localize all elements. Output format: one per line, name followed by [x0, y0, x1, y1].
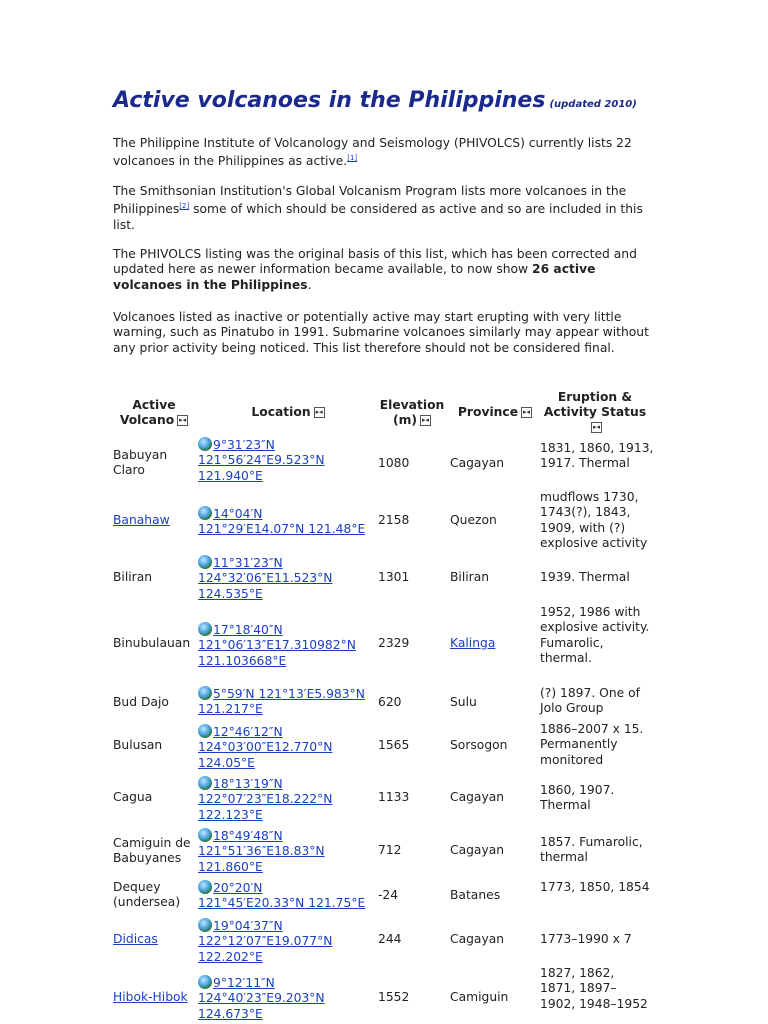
intro-paragraph: The Philippine Institute of Volcanology and Seismology (PHIVOLCS) currently lists 22 volcanoes in the Philippines as active.[1]: [113, 136, 632, 169]
province-cell: Cagayan: [450, 932, 505, 946]
province-cell: Cagayan: [450, 790, 505, 804]
globe-icon[interactable]: [198, 437, 212, 451]
globe-icon[interactable]: [198, 622, 212, 636]
volcano-name: Camiguin de Babuyanes: [113, 836, 191, 866]
location-cell[interactable]: 11°31′23″N 124°32′06″E11.523°N 124.535°E: [198, 556, 333, 601]
province-cell: Quezon: [450, 513, 497, 527]
elevation-cell: -24: [378, 888, 399, 902]
globe-icon[interactable]: [198, 918, 212, 932]
province-cell: Biliran: [450, 570, 490, 584]
volcano-name: Dequey (undersea): [113, 880, 181, 910]
reference-link-1[interactable]: [1]: [347, 154, 358, 163]
header-location[interactable]: Location ▸◂: [251, 405, 323, 419]
volcano-name: Cagua: [113, 790, 153, 804]
reference-link-2[interactable]: [2]: [179, 202, 190, 211]
elevation-cell: 1080: [378, 456, 410, 470]
title-updated-note: (updated 2010): [549, 99, 637, 110]
warning-paragraph: Volcanoes listed as inactive or potentially active may start erupting with very little warning, such as Pinatubo in 1991. Submarine volcanoes similarly may appear without any prior activity being noticed. This list therefore should not be considered final.: [113, 310, 649, 355]
volcano-name: Babuyan Claro: [113, 448, 168, 478]
status-cell: (?) 1897. One of Jolo Group: [540, 686, 640, 716]
location-cell[interactable]: 12°46′12″N 124°03′00″E12.770°N 124.05°E: [198, 725, 333, 770]
header-elevation[interactable]: Elevation (m) ▸◂: [379, 398, 445, 427]
status-cell: 1773, 1850, 1854: [540, 880, 650, 894]
province-cell: Batanes: [450, 888, 501, 902]
elevation-cell: 1552: [378, 990, 410, 1004]
location-cell[interactable]: 5°59′N 121°13′E5.983°N 121.217°E: [198, 687, 365, 717]
sort-icon[interactable]: ▸◂: [179, 416, 187, 424]
phivolcs-paragraph: The PHIVOLCS listing was the original basis of this list, which has been corrected and updated here as newer information became available, to now show 26 active volcanoes in the Philippines.: [113, 247, 637, 292]
location-cell[interactable]: 18°13′19″N 122°07′23″E18.222°N 122.123°E: [198, 777, 333, 822]
location-cell[interactable]: 19°04′37″N 122°12′07″E19.077°N 122.202°E: [198, 919, 333, 964]
location-cell[interactable]: 20°20′N 121°45′E20.33°N 121.75°E: [198, 881, 366, 911]
province-cell: Sorsogon: [450, 738, 508, 752]
status-cell: 1952, 1986 with explosive activity. Fumarolic, thermal.: [540, 605, 650, 665]
globe-icon[interactable]: [198, 686, 212, 700]
volcano-name: Biliran: [113, 570, 153, 584]
globe-icon[interactable]: [198, 828, 212, 842]
location-cell[interactable]: 18°49′48″N 121°51′36″E18.83°N 121.860°E: [198, 829, 325, 874]
location-cell[interactable]: 14°04′N 121°29′E14.07°N 121.48°E: [198, 507, 366, 537]
province-link[interactable]: Kalinga: [450, 636, 496, 650]
volcano-name: Binubulauan: [113, 636, 191, 650]
status-cell: 1860, 1907. Thermal: [540, 783, 615, 813]
elevation-cell: 1133: [378, 790, 410, 804]
globe-icon[interactable]: [198, 724, 212, 738]
globe-icon[interactable]: [198, 975, 212, 989]
status-cell: 1831, 1860, 1913, 1917. Thermal: [540, 441, 654, 471]
globe-icon[interactable]: [198, 555, 212, 569]
volcano-name: Bulusan: [113, 738, 163, 752]
province-cell: Camiguin: [450, 990, 509, 1004]
elevation-cell: 2158: [378, 513, 410, 527]
status-cell: 1857. Fumarolic, thermal: [540, 835, 643, 865]
status-cell: 1939. Thermal: [540, 570, 630, 584]
globe-icon[interactable]: [198, 506, 212, 520]
elevation-cell: 1565: [378, 738, 410, 752]
status-cell: 1886–2007 x 15. Permanently monitored: [540, 722, 644, 767]
page-title: Active volcanoes in the Philippines (updated 2010): [113, 88, 637, 113]
sort-icon[interactable]: ▸◂: [523, 408, 531, 416]
elevation-cell: 2329: [378, 636, 410, 650]
volcano-name: Bud Dajo: [113, 695, 169, 709]
elevation-cell: 1301: [378, 570, 410, 584]
elevation-cell: 712: [378, 843, 402, 857]
globe-icon[interactable]: [198, 880, 212, 894]
sort-icon[interactable]: ▸◂: [592, 423, 601, 431]
sort-icon[interactable]: ▸◂: [315, 408, 323, 416]
header-status[interactable]: Eruption & Activity Status▸◂: [543, 390, 647, 431]
status-cell: 1827, 1862, 1871, 1897–1902, 1948–1952: [540, 966, 648, 1011]
elevation-cell: 244: [378, 932, 402, 946]
volcano-link[interactable]: Hibok-Hibok: [113, 990, 188, 1004]
sort-icon[interactable]: ▸◂: [422, 416, 430, 424]
volcano-link[interactable]: Didicas: [113, 932, 158, 946]
elevation-cell: 620: [378, 695, 402, 709]
globe-icon[interactable]: [198, 776, 212, 790]
status-cell: mudflows 1730, 1743(?), 1843, 1909, with (?) explosive activity: [540, 490, 648, 550]
province-cell: Cagayan: [450, 456, 505, 470]
header-province[interactable]: Province ▸◂: [457, 405, 531, 419]
province-cell: Cagayan: [450, 843, 505, 857]
header-active-volcano[interactable]: Active Volcano ▸◂: [119, 398, 187, 427]
volcano-link[interactable]: Banahaw: [113, 513, 170, 527]
smithsonian-paragraph: The Smithsonian Institution's Global Volcanism Program lists more volcanoes in the Philippines[2] some of which should be considered as active and so are included in this list.: [113, 184, 643, 232]
location-cell[interactable]: 9°12′11″N 124°40′23″E9.203°N 124.673°E: [198, 976, 325, 1021]
location-cell[interactable]: 9°31′23″N 121°56′24″E9.523°N 121.940°E: [198, 438, 325, 483]
province-cell: Sulu: [450, 695, 477, 709]
location-cell[interactable]: 17°18′40″N 121°06′13″E17.310982°N 121.103668°E: [198, 623, 356, 668]
status-cell: 1773–1990 x 7: [540, 932, 632, 946]
